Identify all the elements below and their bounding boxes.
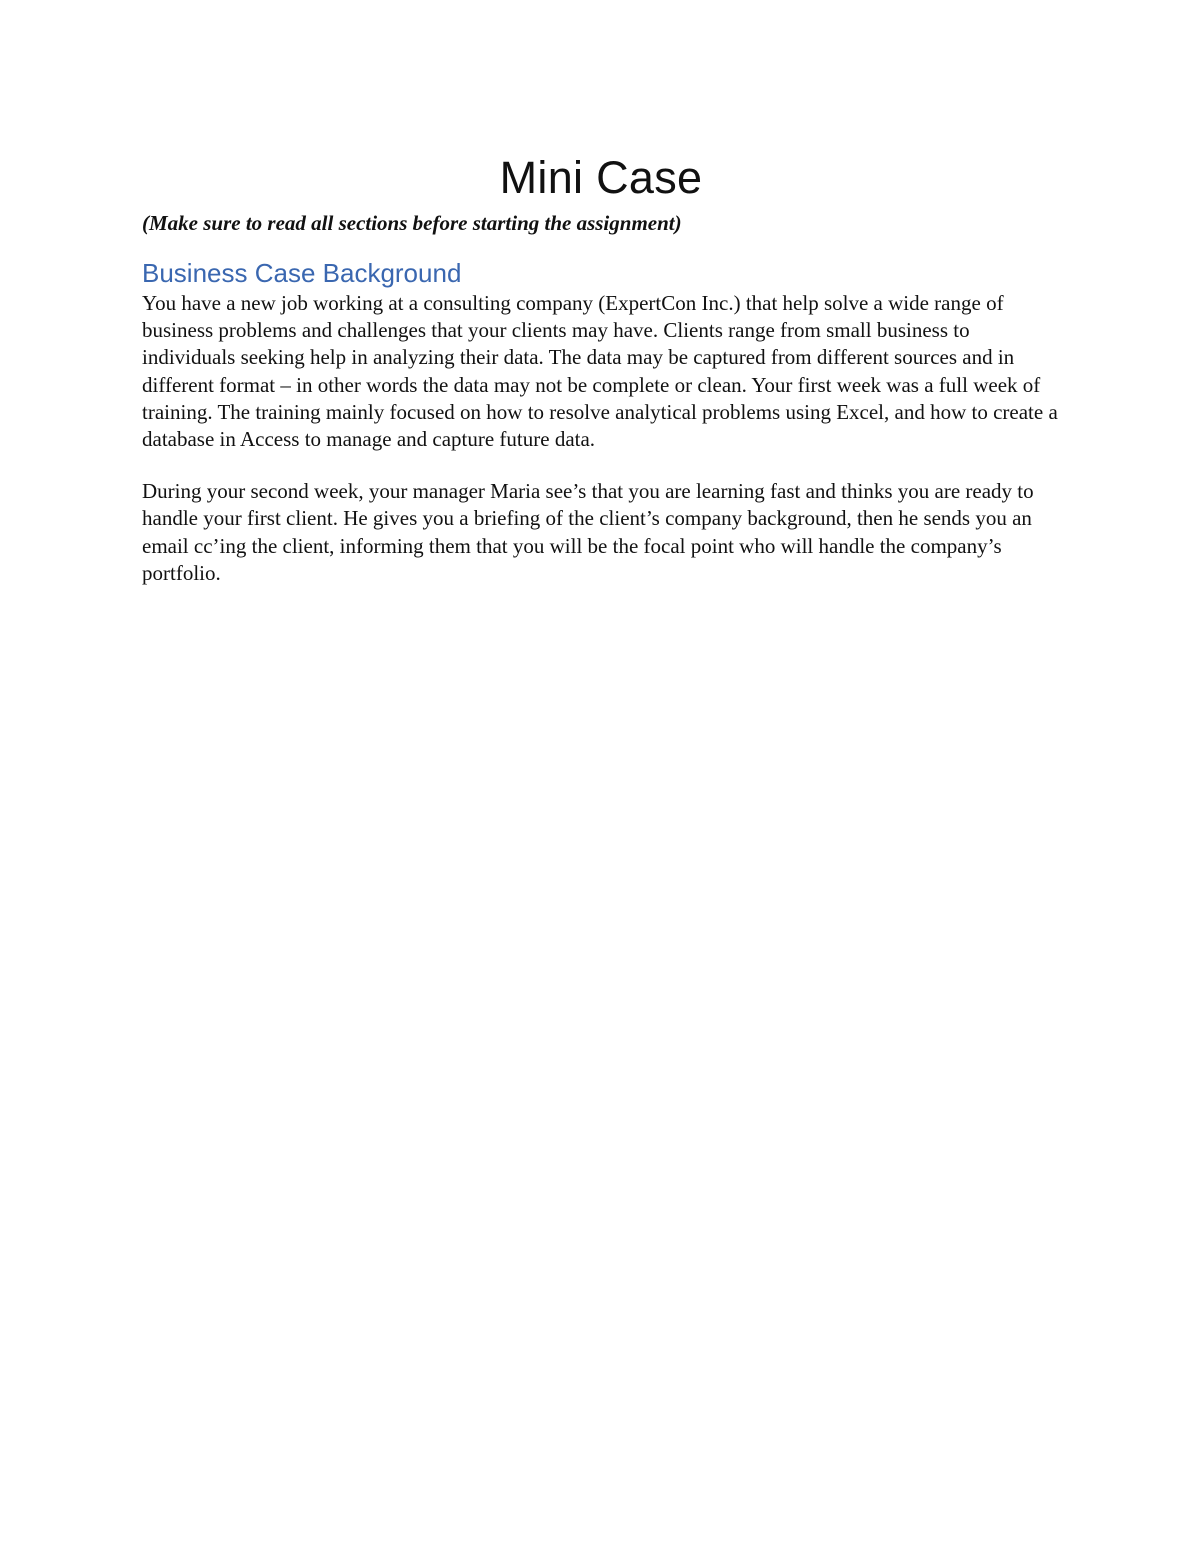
document-subtitle: (Make sure to read all sections before starting the assignment) xyxy=(142,211,682,235)
paragraph-background: You have a new job working at a consulting company (ExpertCon Inc.) that help solve a wide range of business problems and challenges that your clients may have. Clients range from small business to individuals seeking help in analyzing their data. The data may be captured from different sources and in different format – in other words the data may not be complete or clean. Your first week was a full week of training. The training mainly focused on how to resolve analytical problems using Excel, and how to create a database in Access to manage and capture future data. xyxy=(142,291,1058,452)
paragraph-second-week: During your second week, your manager Maria see’s that you are learning fast and thinks you are ready to handle your first client. He gives you a briefing of the client’s company background, then he sends you an email cc’ing the client, informing them that you will be the focal point who will handle the company’s portfolio. xyxy=(142,479,1034,585)
section-heading: Business Case Background xyxy=(142,258,462,288)
document-content xyxy=(142,148,1060,587)
document-title: Mini Case xyxy=(499,152,703,203)
